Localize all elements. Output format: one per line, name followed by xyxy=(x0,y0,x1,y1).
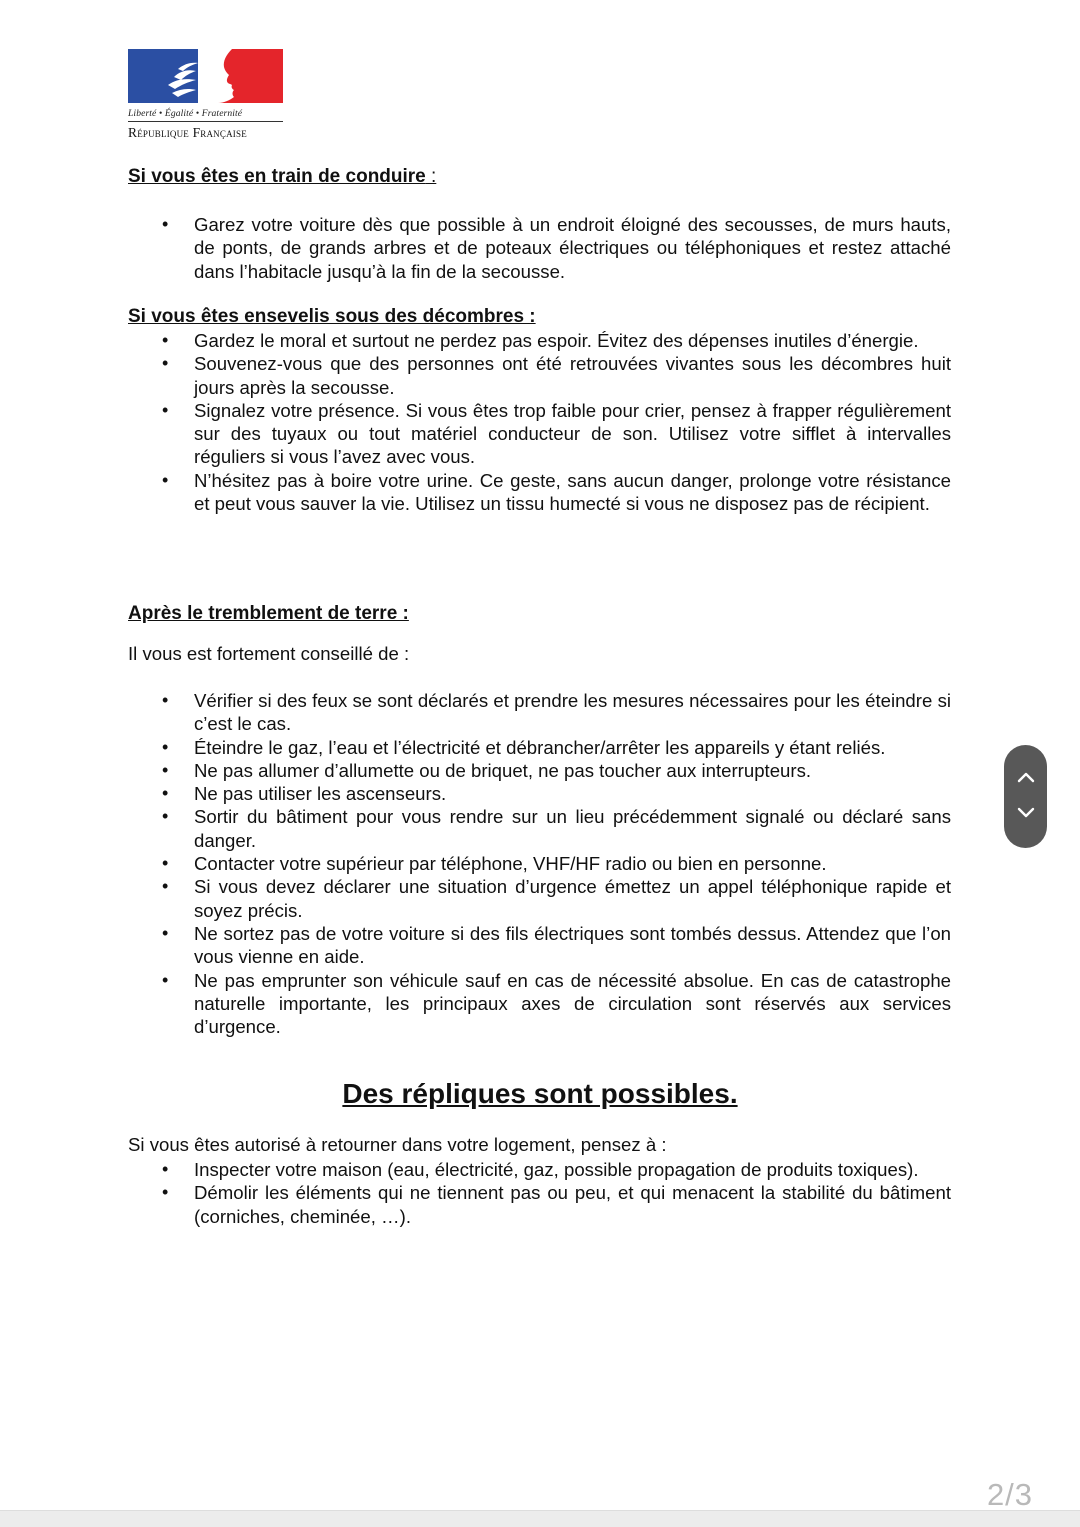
bullet-icon: • xyxy=(162,853,169,874)
list-item xyxy=(128,922,951,969)
list-item-text: Signalez votre présence. Si vous êtes trop faible pour crier, pensez à frapper régulièrement sur des tuyaux ou tout matériel conducteur de son. Utilisez votre sifflet à intervalles réguliers si vous l’avez avec vous. xyxy=(194,399,951,468)
list-item xyxy=(128,805,951,852)
driving-list xyxy=(128,213,951,283)
chevron-down-icon xyxy=(1017,807,1035,819)
page-indicator: 2/3 xyxy=(986,1477,1034,1510)
page-up-button[interactable] xyxy=(1004,757,1047,797)
list-item-text: Ne pas emprunter son véhicule sauf en cas de nécessité absolue. En cas de catastrophe naturelle importante, les principaux axes de circulation sont réservés aux services d’urgence. xyxy=(194,969,951,1038)
driving-heading-text: Si vous êtes en train de conduire xyxy=(128,166,426,187)
republic-logo xyxy=(128,49,284,141)
list-item xyxy=(128,1181,951,1228)
bullet-icon: • xyxy=(162,759,169,780)
list-item-text: Gardez le moral et surtout ne perdez pas espoir. Évitez des dépenses inutiles d’énergie. xyxy=(194,330,919,351)
list-item-text: Ne sortez pas de votre voiture si des fils électriques sont tombés dessus. Attendez que l’on vous vienne en aide. xyxy=(194,922,951,968)
list-item-text: Ne pas allumer d’allumette ou de briquet, ne pas toucher aux interrupteurs. xyxy=(194,759,812,781)
after-list xyxy=(128,689,951,1038)
list-item xyxy=(128,689,951,736)
motto-text: Liberté • Égalité • Fraternité xyxy=(128,108,283,122)
list-item xyxy=(128,875,951,922)
after-heading: Après le tremblement de terre : xyxy=(128,603,409,624)
list-item-text: Vérifier si des feux se sont déclarés et prendre les mesures nécessaires pour les éteindre si c’est le cas. xyxy=(194,690,951,735)
bullet-icon: • xyxy=(162,690,169,710)
bullet-icon: • xyxy=(162,1159,169,1179)
list-item-text: N’hésitez pas à boire votre urine. Ce geste, sans aucun danger, prolonge votre résistance et peut vous sauver la vie. Utilisez un tissu humecté si vous ne disposez pas de récipient. xyxy=(194,469,951,515)
list-item-text: Éteindre le gaz, l’eau et l’électricité et débrancher/arrêter les appareils y étant reliés. xyxy=(194,736,886,758)
list-item xyxy=(128,759,951,782)
bullet-icon: • xyxy=(162,469,169,490)
bullet-icon: • xyxy=(162,783,169,804)
buried-list xyxy=(128,329,951,515)
bullet-icon: • xyxy=(162,353,169,374)
bullet-icon: • xyxy=(162,399,169,420)
list-item xyxy=(128,736,951,759)
list-item xyxy=(128,852,951,875)
aftershocks-list xyxy=(128,1158,951,1228)
list-item xyxy=(128,969,951,1039)
list-item xyxy=(128,1158,951,1181)
bullet-icon: • xyxy=(162,330,169,350)
list-item-text: Souvenez-vous que des personnes ont été retrouvées vivantes sous les décombres huit jours après la secousse. xyxy=(194,353,951,398)
after-intro: Il vous est fortement conseillé de : xyxy=(128,643,410,664)
page-down-button[interactable] xyxy=(1004,793,1047,833)
list-item xyxy=(128,782,951,805)
republic-text: République Française xyxy=(128,125,247,140)
list-item xyxy=(128,213,951,283)
bullet-icon: • xyxy=(162,1182,169,1203)
list-item-text: Ne pas utiliser les ascenseurs. xyxy=(194,783,447,805)
bottom-bar xyxy=(0,1510,1080,1527)
aftershocks-intro: Si vous êtes autorisé à retourner dans votre logement, pensez à : xyxy=(128,1134,667,1155)
bullet-icon: • xyxy=(162,876,169,897)
list-item-text: Sortir du bâtiment pour vous rendre sur un lieu précédemment signalé ou déclaré sans danger. xyxy=(194,806,951,851)
list-item xyxy=(128,399,951,469)
list-item-text: Démolir les éléments qui ne tiennent pas ou peu, et qui menacent la stabilité du bâtiment (corniches, cheminée, …). xyxy=(194,1182,951,1227)
marianne-flag-logo xyxy=(128,49,283,103)
list-item xyxy=(128,352,951,399)
bullet-icon: • xyxy=(162,736,169,757)
buried-heading: Si vous êtes ensevelis sous des décombres : xyxy=(128,306,536,327)
list-item-text: Garez votre voiture dès que possible à un endroit éloigné des secousses, de murs hauts, de ponts, de grands arbres et de poteaux électriques ou téléphoniques et restez attaché dans l’habitacle jusqu’à la fin de la secousse. xyxy=(194,214,951,282)
aftershocks-title: Des répliques sont possibles. xyxy=(342,1078,738,1109)
bullet-icon: • xyxy=(162,922,169,943)
list-item-text: Si vous devez déclarer une situation d’urgence émettez un appel téléphonique rapide et soyez précis. xyxy=(194,876,951,921)
driving-heading-colon: : xyxy=(425,166,437,187)
bullet-icon: • xyxy=(162,806,169,827)
bullet-icon: • xyxy=(162,969,169,990)
chevron-up-icon xyxy=(1017,771,1035,783)
bullet-icon: • xyxy=(162,214,169,234)
driving-heading xyxy=(128,165,951,188)
list-item xyxy=(128,469,951,516)
page-nav-pill xyxy=(1004,745,1047,848)
list-item-text: Inspecter votre maison (eau, électricité, gaz, possible propagation de produits toxiques). xyxy=(194,1159,919,1180)
list-item xyxy=(128,329,951,352)
list-item-text: Contacter votre supérieur par téléphone, VHF/HF radio ou bien en personne. xyxy=(194,853,827,875)
